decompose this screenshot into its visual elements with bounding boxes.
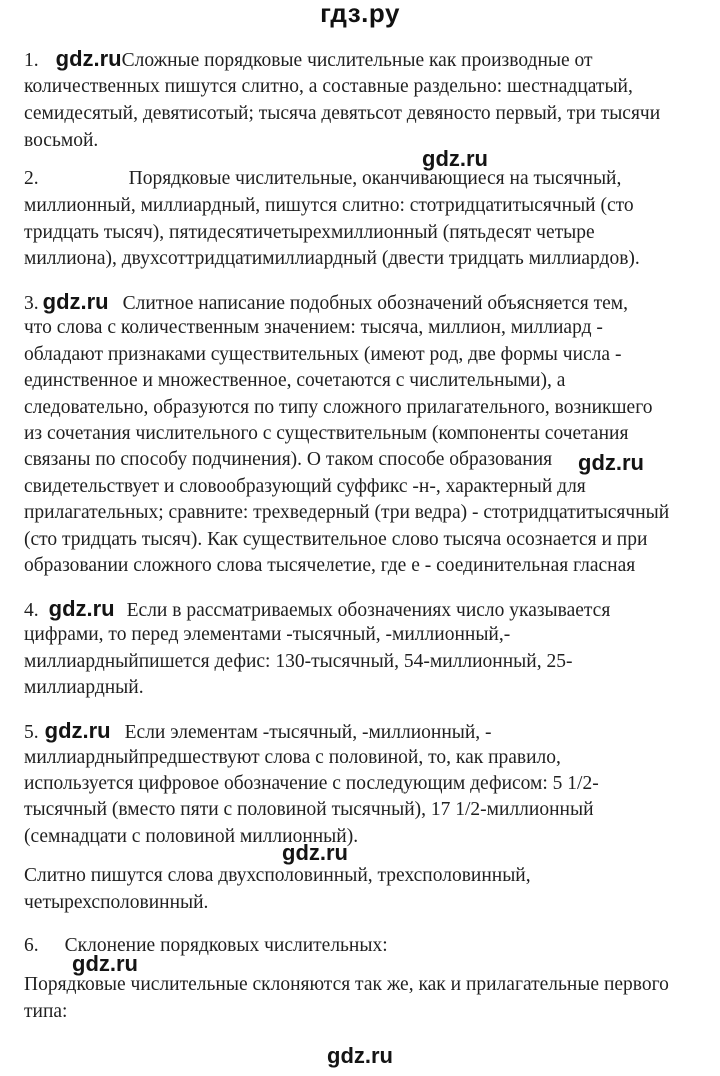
item-3-line-3: обладают признаками существительных (имеют род, две формы числа -: [24, 344, 622, 365]
watermark: gdz.ru: [578, 450, 644, 475]
item-5-line-5: (семнадцати с половиной миллионный).: [24, 826, 359, 847]
item-1-line-3: семидесятый, девятисотый; тысяча девятьсот девяносто первый, три тысячи: [24, 103, 661, 124]
paragraph-text: Сложные порядковые числительные как производные от: [121, 50, 593, 71]
item-2-line-1: [24, 166, 621, 192]
item-3-line-9: прилагательных; сравните: трехведерный (три ведра) - стотридцатитысячный: [24, 502, 670, 523]
item-4-line-2: цифрами, то перед элементами -тысячный, -миллионный,-: [24, 624, 511, 645]
item-3-line-7: [24, 447, 552, 473]
declension-line-2: типа:: [24, 1001, 68, 1022]
watermark: gdz.ru: [282, 840, 348, 865]
item-3-line-10: (сто тридцать тысяч). Как существительное слово тысяча осознается и при: [24, 529, 648, 550]
watermark: gdz.ru: [48, 596, 115, 621]
watermark: gdz.ru: [72, 951, 138, 976]
item-3-line-6: из сочетания числительного с существительным (компоненты сочетания: [24, 423, 629, 444]
item-number: 3.: [24, 293, 39, 314]
paragraph-text: Если элементам -тысячный, -миллионный, -: [124, 722, 492, 743]
item-4-line-3: миллиардныйпишется дефис: 130-тысячный, 54-миллионный, 25-: [24, 651, 573, 672]
item-1-line-1: [24, 46, 593, 74]
declension-line-1: Порядковые числительные склоняются так же, как и прилагательные первого: [24, 974, 669, 995]
item-5-line-1: [24, 718, 492, 746]
item-1-line-4: восьмой.: [24, 130, 99, 151]
item-number: 2.: [24, 168, 39, 189]
item-number: 4.: [24, 600, 39, 621]
item-3-line-5: следовательно, образуются по типу сложного прилагательного, возникшего: [24, 397, 653, 418]
item-2-line-3: тридцать тысяч), пятидесятичетырехмиллионный (пятьдесят четыре: [24, 222, 595, 243]
watermark: gdz.ru: [44, 718, 111, 743]
item-3-line-2: что слова с количественным значением: тысяча, миллион, миллиард -: [24, 317, 603, 338]
item-number: 6.: [24, 935, 39, 956]
item-5-line-3: используется цифровое обозначение с последующим дефисом: 5 1/2-: [24, 773, 599, 794]
watermark: gdz.ru: [42, 289, 109, 314]
item-3-line-11: образовании сложного слова тысячелетие, где е - соединительная гласная: [24, 555, 636, 576]
note-line-2: четырехсполовинный.: [24, 892, 209, 913]
item-5-line-4: тысячный (вместо пяти с половиной тысячный), 17 1/2-миллионный: [24, 799, 594, 820]
site-logo-footer[interactable]: gdz.ru: [327, 1043, 393, 1068]
item-4-line-1: [24, 596, 610, 624]
paragraph-text: Если в рассматриваемых обозначениях число указывается: [126, 600, 611, 621]
watermark: gdz.ru: [55, 46, 122, 71]
item-3-line-8: свидетельствует и словообразующий суффикс -н-, характерный для: [24, 476, 586, 497]
item-1-line-2: количественных пишутся слитно, а составные раздельно: шестнадцатый,: [24, 76, 633, 97]
item-number: 5.: [24, 722, 39, 743]
item-2-line-4: миллиона), двухсоттридцатимиллиардный (двести тридцать миллиардов).: [24, 248, 640, 269]
watermark: gdz.ru: [422, 146, 488, 171]
note-line-1: Слитно пишутся слова двухсполовинный, трехсполовинный,: [24, 865, 531, 886]
paragraph-text: Порядковые числительные, оканчивающиеся на тысячный,: [128, 168, 622, 189]
item-2-line-2: миллионный, миллиардный, пишутся слитно: стотридцатитысячный (сто: [24, 195, 634, 216]
paragraph-text: связаны по способу подчинения). О таком способе образования: [24, 449, 553, 470]
item-4-line-4: миллиардный.: [24, 677, 144, 698]
item-3-line-1: [24, 289, 628, 317]
paragraph-text: Склонение порядковых числительных:: [64, 935, 388, 956]
item-3-line-4: единственное и множественное, сочетаются с числительными), а: [24, 370, 566, 391]
site-logo-header[interactable]: гдз.ру: [320, 0, 400, 28]
item-number: 1.: [24, 50, 39, 71]
paragraph-text: Слитное написание подобных обозначений объясняется тем,: [122, 293, 628, 314]
item-5-line-2: миллиардныйпредшествуют слова с половиной, то, как правило,: [24, 747, 561, 768]
